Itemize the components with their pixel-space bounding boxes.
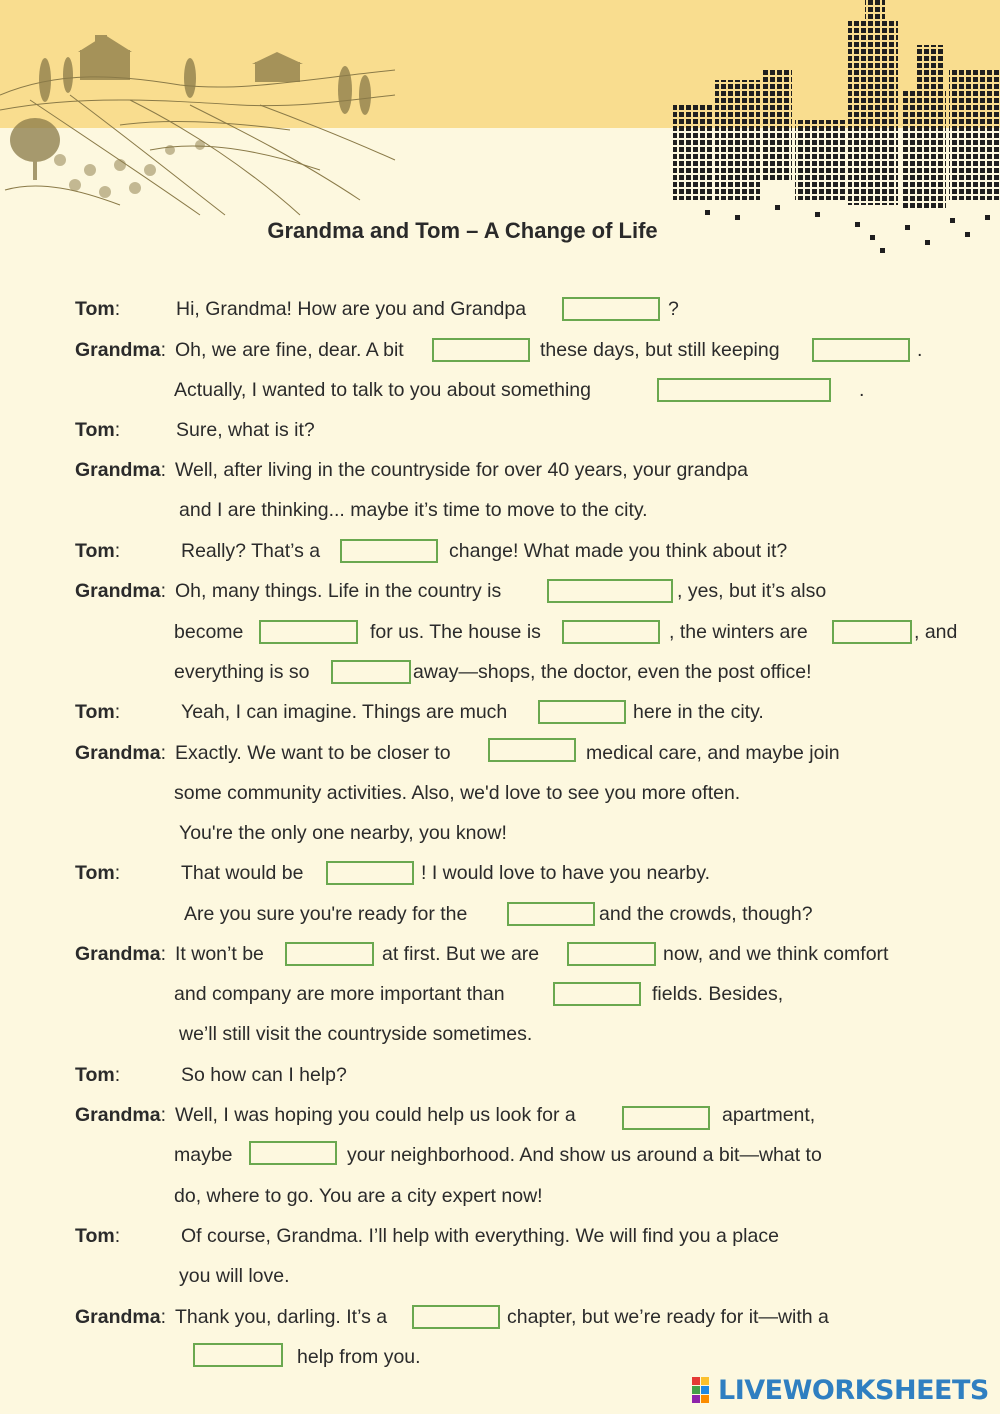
answer-box[interactable] bbox=[547, 579, 673, 603]
answer-box[interactable] bbox=[326, 861, 414, 885]
dialogue-text: Thank you, darling. It’s a bbox=[175, 1306, 388, 1328]
answer-box[interactable] bbox=[285, 942, 374, 966]
speaker-label: Grandma: bbox=[75, 459, 167, 481]
answer-box[interactable] bbox=[657, 378, 831, 402]
liveworksheets-logo bbox=[692, 1374, 989, 1406]
dialogue-text: everything is so bbox=[174, 661, 310, 683]
dialogue-text: do, where to go. You are a city expert now! bbox=[174, 1185, 543, 1207]
dialogue-text: Are you sure you're ready for the bbox=[184, 903, 468, 925]
speaker-label: Grandma: bbox=[75, 339, 167, 361]
dialogue-text: medical care, and maybe join bbox=[586, 742, 840, 764]
dialogue-text: Hi, Grandma! How are you and Grandpa bbox=[176, 298, 527, 320]
dialogue-text: , yes, but it’s also bbox=[677, 580, 827, 602]
answer-box[interactable] bbox=[412, 1305, 500, 1329]
dialogue-text: help from you. bbox=[297, 1346, 421, 1368]
answer-box[interactable] bbox=[249, 1141, 337, 1165]
dialogue-text: Yeah, I can imagine. Things are much bbox=[181, 701, 508, 723]
speaker-label: Tom: bbox=[75, 298, 121, 320]
dialogue-text: for us. The house is bbox=[370, 621, 541, 643]
dialogue-text: away—shops, the doctor, even the post office! bbox=[413, 661, 812, 683]
dialogue-text: some community activities. Also, we'd love to see you more often. bbox=[174, 782, 741, 804]
speaker-label: Tom: bbox=[75, 419, 121, 441]
dialogue-text: That would be bbox=[181, 862, 304, 884]
dialogue-text: at first. But we are bbox=[382, 943, 540, 965]
dialogue-text: It won’t be bbox=[175, 943, 264, 965]
dialogue-text: you will love. bbox=[179, 1265, 290, 1287]
answer-box[interactable] bbox=[567, 942, 656, 966]
liveworksheets-logo-icon bbox=[692, 1377, 718, 1403]
answer-box[interactable] bbox=[507, 902, 595, 926]
dialogue-text: So how can I help? bbox=[181, 1064, 347, 1086]
dialogue-text: change! What made you think about it? bbox=[449, 540, 788, 562]
speaker-label: Grandma: bbox=[75, 943, 167, 965]
dialogue-text: here in the city. bbox=[633, 701, 764, 723]
dialogue-text: Oh, we are fine, dear. A bit bbox=[175, 339, 404, 361]
dialogue-text: and company are more important than bbox=[174, 983, 505, 1005]
dialogue-text: ! I would love to have you nearby. bbox=[421, 862, 711, 884]
answer-box[interactable] bbox=[488, 738, 576, 762]
dialogue-text: . bbox=[859, 379, 865, 401]
dialogue-text: these days, but still keeping bbox=[540, 339, 780, 361]
answer-box[interactable] bbox=[562, 620, 660, 644]
dialogue-text: become bbox=[174, 621, 244, 643]
dialogue-text: we’ll still visit the countryside sometimes. bbox=[179, 1023, 533, 1045]
answer-box[interactable] bbox=[562, 297, 660, 321]
dialogue-text: and I are thinking... maybe it’s time to move to the city. bbox=[179, 499, 648, 521]
dialogue-text: Actually, I wanted to talk to you about something bbox=[174, 379, 591, 401]
dialogue-text: apartment, bbox=[722, 1104, 816, 1126]
speaker-label: Grandma: bbox=[75, 1104, 167, 1126]
speaker-label: Tom: bbox=[75, 1225, 121, 1247]
dialogue-text: Well, after living in the countryside for over 40 years, your grandpa bbox=[175, 459, 749, 481]
speaker-label: Grandma: bbox=[75, 742, 167, 764]
answer-box[interactable] bbox=[538, 700, 626, 724]
speaker-label: Tom: bbox=[75, 862, 121, 884]
dialogue-text: Well, I was hoping you could help us look for a bbox=[175, 1104, 576, 1126]
dialogue-text: your neighborhood. And show us around a bit—what to bbox=[347, 1144, 822, 1166]
dialogue-text: ? bbox=[668, 298, 679, 320]
dialogue-text: Sure, what is it? bbox=[176, 419, 315, 441]
answer-box[interactable] bbox=[622, 1106, 710, 1130]
speaker-label: Tom: bbox=[75, 1064, 121, 1086]
dialogue-text: , and bbox=[914, 621, 958, 643]
answer-box[interactable] bbox=[553, 982, 641, 1006]
dialogue-text: Exactly. We want to be closer to bbox=[175, 742, 451, 764]
dialogue-text: fields. Besides, bbox=[652, 983, 784, 1005]
worksheet-title: Grandma and Tom – A Change of Life bbox=[267, 218, 658, 243]
dialogue-text: Really? That’s a bbox=[181, 540, 321, 562]
dialogue-text: and the crowds, though? bbox=[599, 903, 813, 925]
dialogue-text: now, and we think comfort bbox=[663, 943, 889, 965]
countryside-illustration bbox=[0, 0, 400, 220]
answer-box[interactable] bbox=[832, 620, 912, 644]
answer-box[interactable] bbox=[812, 338, 910, 362]
speaker-label: Grandma: bbox=[75, 1306, 167, 1328]
dialogue-text: . bbox=[917, 339, 923, 361]
dialogue-text: maybe bbox=[174, 1144, 233, 1166]
speaker-label: Grandma: bbox=[75, 580, 167, 602]
answer-box[interactable] bbox=[259, 620, 358, 644]
answer-box[interactable] bbox=[340, 539, 438, 563]
dialogue-text: Of course, Grandma. I’ll help with everything. We will find you a place bbox=[181, 1225, 779, 1247]
speaker-label: Tom: bbox=[75, 540, 121, 562]
answer-box[interactable] bbox=[432, 338, 530, 362]
logo-text: LIVEWORKSHEETS bbox=[718, 1374, 989, 1406]
dialogue-text: , the winters are bbox=[669, 621, 808, 643]
dialogue-text: You're the only one nearby, you know! bbox=[179, 822, 507, 844]
answer-box[interactable] bbox=[331, 660, 411, 684]
answer-box[interactable] bbox=[193, 1343, 283, 1367]
dialogue-text: Oh, many things. Life in the country is bbox=[175, 580, 502, 602]
speaker-label: Tom: bbox=[75, 701, 121, 723]
dialogue-text: chapter, but we’re ready for it—with a bbox=[507, 1306, 829, 1328]
